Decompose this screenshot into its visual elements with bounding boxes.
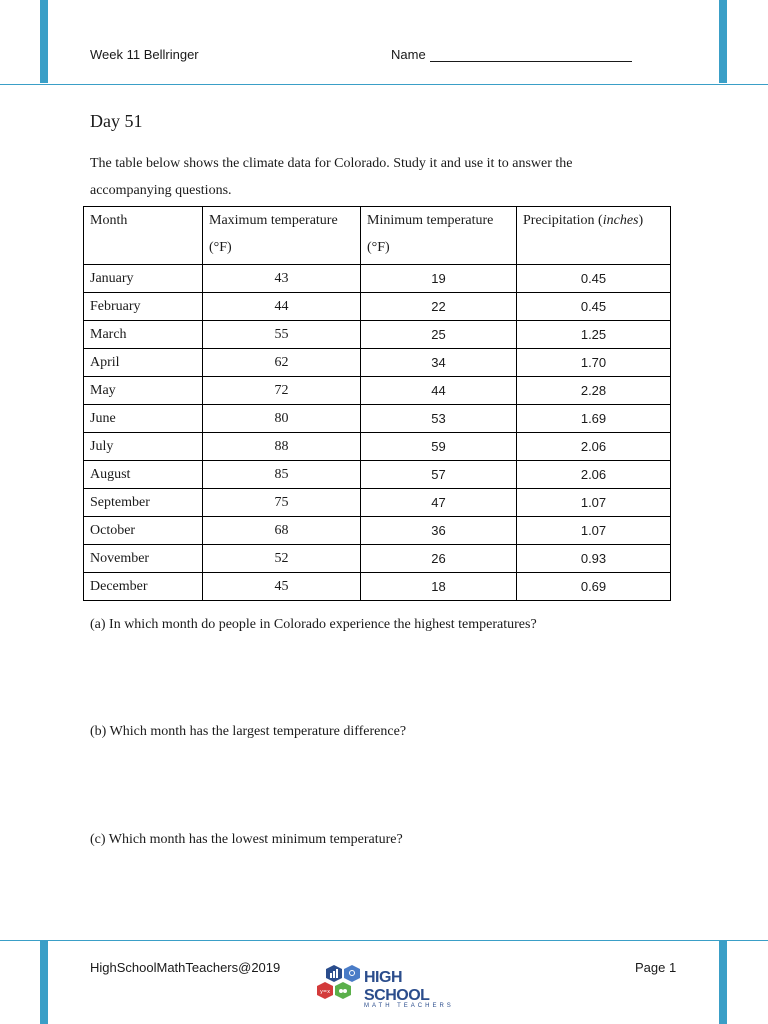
cell-precipitation: 2.28 <box>517 377 671 405</box>
header-min-temp-label: Minimum temperature <box>367 213 494 228</box>
table-row <box>84 405 671 433</box>
cell-min-temp: 25 <box>361 321 517 349</box>
cell-precipitation: 0.93 <box>517 545 671 573</box>
cell-month: April <box>84 349 203 377</box>
cell-max-temp: 52 <box>203 545 361 573</box>
header-min-temp-unit: (°F) <box>367 240 390 255</box>
bottom-right-accent-bar <box>719 941 727 1024</box>
cell-precipitation: 0.69 <box>517 573 671 601</box>
bottom-left-accent-bar <box>40 941 48 1024</box>
cell-max-temp: 88 <box>203 433 361 461</box>
high-school-math-teachers-logo <box>316 963 466 1009</box>
cell-month: December <box>84 573 203 601</box>
cell-max-temp: 45 <box>203 573 361 601</box>
header-max-temp <box>203 207 361 265</box>
name-blank-line[interactable] <box>430 47 632 62</box>
cell-min-temp: 18 <box>361 573 517 601</box>
table-row <box>84 433 671 461</box>
header-max-temp-label: Maximum temperature <box>209 213 338 228</box>
top-right-accent-bar <box>719 0 727 83</box>
cell-precipitation: 0.45 <box>517 265 671 293</box>
cell-month: August <box>84 461 203 489</box>
cell-month: May <box>84 377 203 405</box>
cell-precipitation: 1.69 <box>517 405 671 433</box>
table-header-row <box>84 207 671 265</box>
logo-line-2: MATH TEACHERS <box>364 1003 454 1009</box>
header-rule <box>0 84 768 85</box>
cell-max-temp: 44 <box>203 293 361 321</box>
logo-hexagons-icon <box>316 963 362 1003</box>
table-row <box>84 573 671 601</box>
cell-min-temp: 22 <box>361 293 517 321</box>
cell-min-temp: 59 <box>361 433 517 461</box>
question-b: (b) Which month has the largest temperature difference? <box>90 724 407 739</box>
climate-table <box>83 206 671 601</box>
cell-min-temp: 44 <box>361 377 517 405</box>
cell-max-temp: 62 <box>203 349 361 377</box>
cell-precipitation: 2.06 <box>517 433 671 461</box>
cell-max-temp: 80 <box>203 405 361 433</box>
table-row <box>84 293 671 321</box>
cell-min-temp: 53 <box>361 405 517 433</box>
cell-precipitation: 1.07 <box>517 489 671 517</box>
cell-month: June <box>84 405 203 433</box>
cell-max-temp: 68 <box>203 517 361 545</box>
table-row <box>84 377 671 405</box>
table-row <box>84 265 671 293</box>
cell-min-temp: 34 <box>361 349 517 377</box>
cell-min-temp: 19 <box>361 265 517 293</box>
cell-month: February <box>84 293 203 321</box>
logo-wordmark <box>364 969 466 1009</box>
cell-month: October <box>84 517 203 545</box>
svg-text:y=x: y=x <box>319 989 331 995</box>
header-precip-unit: inches <box>602 213 639 228</box>
table-row <box>84 517 671 545</box>
cell-min-temp: 47 <box>361 489 517 517</box>
cell-month: July <box>84 433 203 461</box>
cell-precipitation: 0.45 <box>517 293 671 321</box>
cell-month: September <box>84 489 203 517</box>
cell-max-temp: 55 <box>203 321 361 349</box>
intro-text: The table below shows the climate data for Colorado. Study it and use it to answer the accompanying questions. <box>90 156 573 198</box>
cell-month: March <box>84 321 203 349</box>
table-row <box>84 545 671 573</box>
header-max-temp-unit: (°F) <box>209 240 232 255</box>
header-precip-label: Precipitation <box>523 213 595 228</box>
cell-month: January <box>84 265 203 293</box>
logo-line-1: HIGH SCHOOL <box>364 969 430 1004</box>
question-a: (a) In which month do people in Colorado experience the highest temperatures? <box>90 617 537 632</box>
cell-month: November <box>84 545 203 573</box>
table-row <box>84 321 671 349</box>
cell-max-temp: 75 <box>203 489 361 517</box>
cell-precipitation: 1.70 <box>517 349 671 377</box>
day-title: Day 51 <box>90 111 143 131</box>
name-field[interactable] <box>391 47 632 62</box>
header-month: Month <box>84 207 203 265</box>
question-c: (c) Which month has the lowest minimum temperature? <box>90 832 403 847</box>
cell-precipitation: 1.07 <box>517 517 671 545</box>
top-left-accent-bar <box>40 0 48 83</box>
name-label: Name <box>391 47 426 62</box>
table-body <box>84 265 671 601</box>
cell-min-temp: 36 <box>361 517 517 545</box>
cell-max-temp: 72 <box>203 377 361 405</box>
worksheet-header-title: Week 11 Bellringer <box>90 47 199 62</box>
cell-precipitation: 1.25 <box>517 321 671 349</box>
page-number: Page 1 <box>635 960 677 975</box>
cell-max-temp: 43 <box>203 265 361 293</box>
footer-copyright: HighSchoolMathTeachers@2019 <box>90 960 281 975</box>
table-row <box>84 461 671 489</box>
cell-max-temp: 85 <box>203 461 361 489</box>
cell-min-temp: 57 <box>361 461 517 489</box>
cell-precipitation: 2.06 <box>517 461 671 489</box>
header-min-temp <box>361 207 517 265</box>
table-row <box>84 489 671 517</box>
table-row <box>84 349 671 377</box>
footer-rule <box>0 940 768 941</box>
header-precipitation: Precipitation (inches) <box>517 207 671 265</box>
cell-min-temp: 26 <box>361 545 517 573</box>
